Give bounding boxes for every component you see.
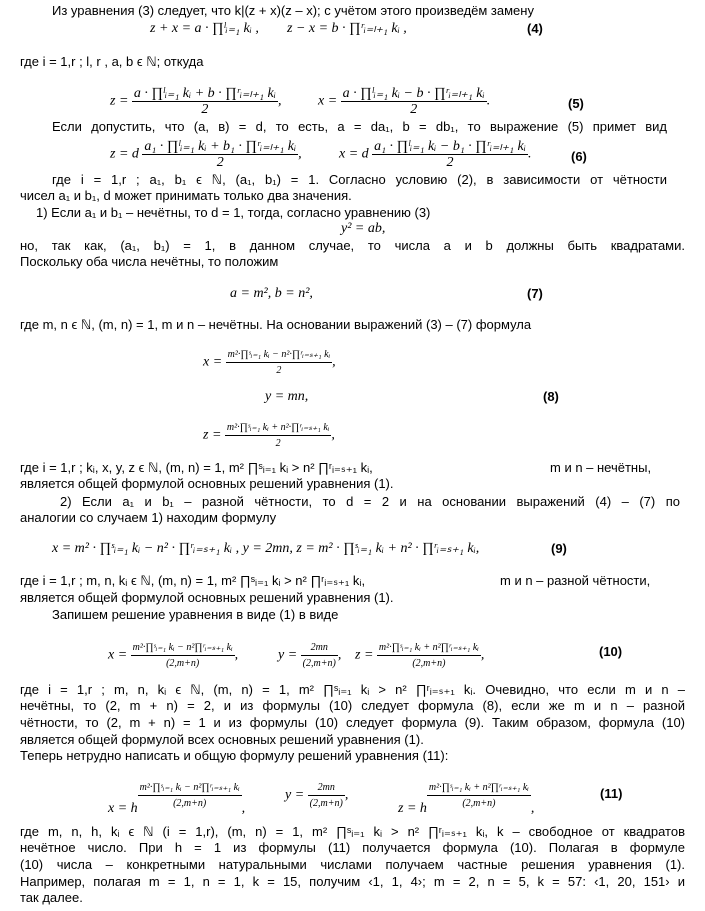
equation-11-y: y = $\frac{2mn}{(2,m+n)}$ , — [285, 782, 349, 809]
text-line-19: является общей формулой основных решений уравнения (1). — [20, 476, 394, 491]
text-line-35: (10) числа – конкретными натуральными числами получаем частные решения уравнения (1). — [20, 857, 685, 872]
eq8-z-fraction — [225, 420, 332, 451]
eq11-z-exp-numerator: m²·∏ˢᵢ₌₁ kᵢ + n²∏ʳᵢ₌ₛ₊₁ kᵢ — [427, 780, 531, 796]
equation-5-x: x = $\frac{\text{a · ∏ˡᵢ₌₁ kᵢ − b · ∏ʳᵢ₌ₗ₊₁ kᵢ}}{2}$ . — [318, 86, 491, 117]
eq6-x-fraction — [372, 139, 528, 170]
eq11-x-exponent — [138, 780, 242, 811]
eq5-z-fraction — [132, 86, 278, 117]
eq5-x-lhs: x = — [318, 93, 338, 109]
eq8-x-fraction — [226, 347, 333, 378]
eq6-z-lhs: z = d — [110, 146, 139, 162]
equation-9: x = m² · ∏ˢᵢ₌₁ kᵢ − n² · ∏ʳᵢ₌ₛ₊₁ kᵢ , y = 2mn, z = m² · ∏ˢᵢ₌₁ kᵢ + n² · ∏ʳᵢ₌ₛ₊₁ kᵢ, — [52, 541, 480, 556]
eq5-z-denominator: 2 — [201, 102, 209, 117]
text-line-25: Запишем решение уравнения в виде (1) в виде — [52, 607, 339, 622]
text-line-30: является общей формулой всех основных решений уравнения (1). — [20, 732, 424, 747]
equation-7: a = m², b = n², — [230, 286, 313, 301]
text-line-14: где m, n ϵ ℕ, (m, n) = 1, m и n – нечётны. На основании выражений (3) – (7) формула — [20, 317, 532, 332]
text-line-29: чётности, то (2, m + n) = 1 и из формулы (10) следует формула (9). Таким образом, формула (10) — [20, 715, 685, 730]
eq5-z-lhs: z = — [110, 93, 129, 109]
eq11-x-exp-denominator: (2,m+n) — [173, 798, 207, 809]
eq5-x-denominator: 2 — [410, 102, 418, 117]
eq11-y-fraction — [308, 780, 345, 811]
equation-4-left: z + x = a · ∏ˡᵢ₌₁ kᵢ , — [150, 21, 259, 36]
text-line-23: где i = 1,r ; m, n, kᵢ ϵ ℕ, (m, n) = 1, m² ∏ˢᵢ₌₁ kᵢ > n² ∏ʳᵢ₌ₛ₊₁ kᵢ, — [20, 573, 366, 588]
eq5-x-numerator: a · ∏ˡᵢ₌₁ kᵢ − b · ∏ʳᵢ₌ₗ₊₁ kᵢ — [342, 86, 485, 101]
equation-8-z: z = $\frac{\text{m²·∏ˢᵢ₌₁ kᵢ + n²·∏ʳᵢ₌ₛ₊₁ kᵢ}}{2}$ , — [203, 422, 335, 449]
equation-8-x: x = $\frac{\text{m²·∏ˢᵢ₌₁ kᵢ − n²·∏ʳᵢ₌ₛ₊₁ kᵢ}}{2}$ , — [203, 349, 336, 376]
eq10-x-lhs: x = — [108, 647, 128, 663]
text-line-8: чисел a₁ и b₁, d может принимать только два значения. — [20, 188, 352, 203]
text-line-28: нечётны, то (2, m + n) = 2, и из формулы (10) следует формула (8), если же m и n – разной — [20, 698, 685, 713]
equation-y2-ab: y² = ab, — [341, 221, 386, 236]
equation-4-right: z − x = b · ∏ʳᵢ₌ₗ₊₁ kᵢ , — [287, 21, 407, 36]
eq10-y-numerator: 2mn — [301, 640, 338, 656]
equation-number-9: (9) — [551, 541, 567, 556]
eq11-z-exp-denominator: (2,m+n) — [462, 798, 496, 809]
equation-number-7: (7) — [527, 286, 543, 301]
text-line-27: где i = 1,r ; m, n, kᵢ ϵ ℕ, (m, n) = 1, m² ∏ˢᵢ₌₁ kᵢ > n² ∏ʳᵢ₌ₛ₊₁ kᵢ. Очевидно, что если m и n – — [20, 682, 685, 697]
equation-10-y: y = $\frac{2mn}{(2,m+n)}$ , — [278, 642, 342, 669]
eq10-z-lhs: z = — [355, 647, 374, 663]
text-line-18-tail: m и n – нечётны, — [550, 460, 652, 475]
eq10-y-denominator: (2,m+n) — [302, 658, 336, 669]
equation-number-11: (11) — [600, 786, 623, 801]
equation-5-z: z = $\frac{\text{a · ∏ˡᵢ₌₁ kᵢ + b · ∏ʳᵢ₌ₗ₊₁ kᵢ}}{2}$ , — [110, 86, 282, 117]
eq8-z-lhs: z = — [203, 427, 222, 443]
eq11-x-exp-numerator: m²·∏ˢᵢ₌₁ kᵢ − n²∏ʳᵢ₌ₛ₊₁ kᵢ — [138, 780, 242, 796]
eq8-z-denominator: 2 — [275, 438, 281, 449]
eq11-z-lhs: z = h — [398, 801, 427, 816]
text-line-24: является общей формулой основных решений уравнения (1). — [20, 590, 394, 605]
eq10-z-numerator: m²·∏ˢᵢ₌₁ kᵢ + n²∏ʳᵢ₌ₛ₊₁ kᵢ — [377, 640, 481, 656]
eq11-x-lhs: x = h — [108, 801, 138, 816]
eq6-z-denominator: 2 — [216, 155, 224, 170]
eq8-x-denominator: 2 — [276, 365, 282, 376]
eq11-z-exponent — [427, 780, 531, 811]
eq5-z-numerator: a · ∏ˡᵢ₌₁ kᵢ + b · ∏ʳᵢ₌ₗ₊₁ kᵢ — [133, 86, 276, 101]
equation-number-10: (10) — [599, 644, 623, 659]
eq11-y-numerator: 2mn — [308, 780, 345, 796]
equation-number-6: (6) — [571, 149, 587, 164]
text-line-5: Если допустить, что (a, в) = d, то есть, a = da₁, b = db₁, то выражение (5) примет вид — [52, 119, 667, 134]
equation-10-x: x = $\frac{\text{m²·∏ˢᵢ₌₁ kᵢ − n²∏ʳᵢ₌ₛ₊₁ kᵢ}}{(2,m+n)}$ , — [108, 642, 239, 669]
eq6-z-fraction — [142, 139, 298, 170]
text-line-20: 2) Если a₁ и b₁ – разной чётности, то d = 2 и на основании выражений (4) – (7) по — [60, 494, 680, 509]
text-line-36: Например, полагая m = 1, n = 1, k = 15, получим ‹1, 1, 4›; m = 2, n = 5, k = 57: ‹1, 20, 151› и — [20, 874, 685, 889]
equation-6-z: z = d $\frac{\text{a₁ · ∏ˡᵢ₌₁ kᵢ + b₁ · ∏ʳᵢ₌ₗ₊₁ kᵢ}}{2}$ , — [110, 139, 302, 170]
text-line-11: но, так как, (a₁, b₁) = 1, в данном случае, то числа a и b должны быть квадратами. — [20, 238, 685, 253]
eq8-x-lhs: x = — [203, 354, 223, 370]
eq10-z-fraction — [377, 640, 481, 671]
eq10-x-numerator: m²·∏ˢᵢ₌₁ kᵢ − n²∏ʳᵢ₌ₛ₊₁ kᵢ — [131, 640, 235, 656]
text-line-1: Из уравнения (3) следует, что k|(z + x)(z – x); с учётом этого произведём замену — [52, 3, 534, 18]
equation-number-8: (8) — [543, 389, 559, 404]
text-line-34: нечётное число. При h = 1 из формулы (11) получается формула (10). Полагая в формуле — [20, 840, 685, 855]
equation-11-z: z = h $\frac{\text{m²·∏ˢᵢ₌₁ kᵢ + n²∏ʳᵢ₌ₛ₊₁ kᵢ}}{(2,m+n)}$ , — [398, 782, 535, 816]
text-line-31: Теперь нетрудно написать и общую формулу решений уравнения (11): — [20, 748, 449, 763]
eq10-x-fraction — [131, 640, 235, 671]
text-line-37: так далее. — [20, 890, 83, 905]
equation-10-z: z = $\frac{\text{m²·∏ˢᵢ₌₁ kᵢ + n²∏ʳᵢ₌ₛ₊₁ kᵢ}}{(2,m+n)}$ , — [355, 642, 485, 669]
eq10-x-denominator: (2,m+n) — [166, 658, 200, 669]
eq8-z-numerator: m²·∏ˢᵢ₌₁ kᵢ + n²·∏ʳᵢ₌ₛ₊₁ kᵢ — [225, 420, 332, 436]
text-line-7: где i = 1,r ; a₁, b₁ ϵ ℕ, (a₁, b₁) = 1. Согласно условию (2), в зависимости от чётности — [52, 172, 667, 187]
eq6-z-numerator: a₁ · ∏ˡᵢ₌₁ kᵢ + b₁ · ∏ʳᵢ₌ₗ₊₁ kᵢ — [144, 139, 297, 154]
eq6-x-denominator: 2 — [446, 155, 454, 170]
equation-6-x: x = d $\frac{\text{a₁ · ∏ˡᵢ₌₁ kᵢ − b₁ · ∏ʳᵢ₌ₗ₊₁ kᵢ}}{2}$ . — [339, 139, 532, 170]
eq11-y-denominator: (2,m+n) — [309, 798, 343, 809]
text-line-3: где i = 1,r ; l, r , a, b ϵ ℕ; откуда — [20, 54, 204, 69]
eq10-y-fraction — [301, 640, 338, 671]
text-line-21: аналогии со случаем 1) находим формулу — [20, 510, 277, 525]
eq6-x-numerator: a₁ · ∏ˡᵢ₌₁ kᵢ − b₁ · ∏ʳᵢ₌ₗ₊₁ kᵢ — [374, 139, 526, 154]
eq10-z-denominator: (2,m+n) — [412, 658, 446, 669]
eq5-x-fraction — [341, 86, 487, 117]
eq11-y-lhs: y = — [285, 787, 305, 803]
equation-number-4: (4) — [527, 21, 543, 36]
equation-8-y: y = mn, — [265, 389, 309, 404]
text-line-23-tail: m и n – разной чётности, — [500, 573, 651, 588]
text-line-18: где i = 1,r ; kᵢ, x, y, z ϵ ℕ, (m, n) = 1, m² ∏ˢᵢ₌₁ kᵢ > n² ∏ʳᵢ₌ₛ₊₁ kᵢ, — [20, 460, 373, 475]
text-line-9: 1) Если a₁ и b₁ – нечётны, то d = 1, тогда, согласно уравнению (3) — [36, 205, 431, 220]
text-line-12: Поскольку оба числа нечётны, то положим — [20, 254, 279, 269]
eq8-x-numerator: m²·∏ˢᵢ₌₁ kᵢ − n²·∏ʳᵢ₌ₛ₊₁ kᵢ — [226, 347, 333, 363]
text-line-33: где m, n, h, kᵢ ϵ ℕ (i = 1,r), (m, n) = 1, m² ∏ˢᵢ₌₁ kᵢ > n² ∏ʳᵢ₌ₛ₊₁ kᵢ, k – свободное от квадратов — [20, 824, 685, 839]
equation-11-x: x = h $\frac{\text{m²·∏ˢᵢ₌₁ kᵢ − n²∏ʳᵢ₌ₛ₊₁ kᵢ}}{(2,m+n)}$ , — [108, 782, 246, 816]
equation-number-5: (5) — [568, 96, 584, 111]
eq10-y-lhs: y = — [278, 647, 298, 663]
eq6-x-lhs: x = d — [339, 146, 369, 162]
